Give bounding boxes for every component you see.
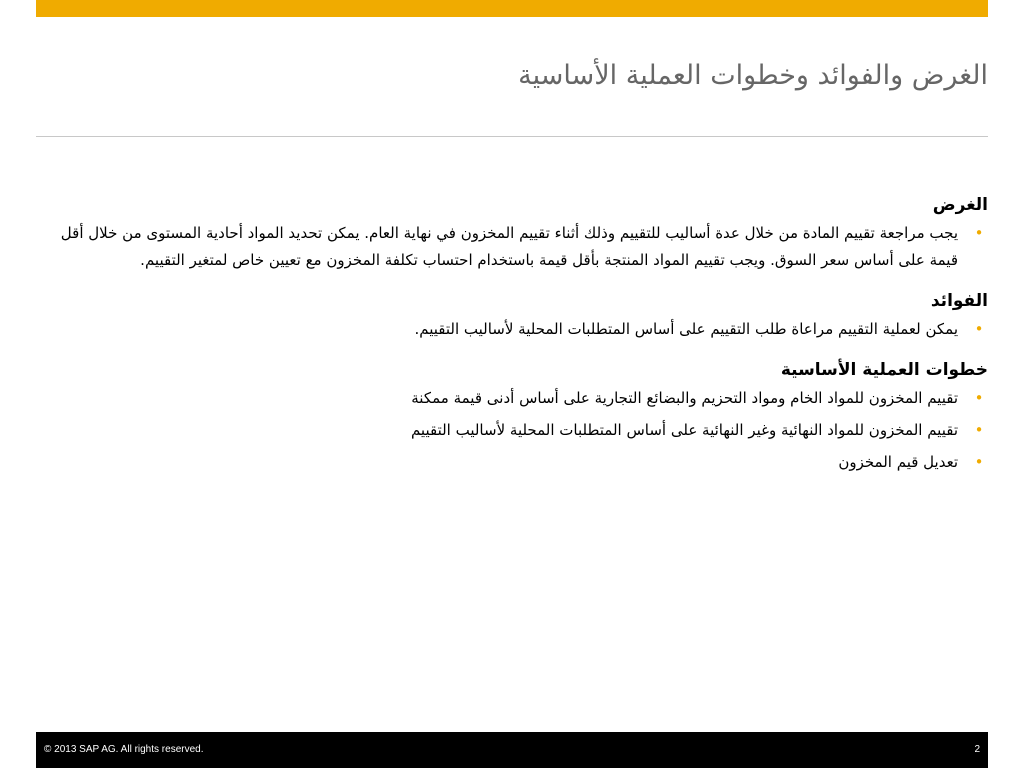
bullet-list-benefits xyxy=(48,316,988,343)
bullet-text: تقييم المخزون للمواد النهائية وغير النهائية على أساس المتطلبات المحلية لأساليب التقييم xyxy=(410,421,958,439)
bullet-list-purpose xyxy=(48,220,988,274)
bullet-icon: • xyxy=(974,320,984,338)
bullet-text: تقييم المخزون للمواد الخام ومواد التحزيم والبضائع التجارية على أساس أدنى قيمة ممكنة xyxy=(411,389,958,407)
bullet-icon: • xyxy=(974,453,984,471)
bullet-text: تعديل قيم المخزون xyxy=(838,453,958,471)
copyright-text: © 2013 SAP AG. All rights reserved. xyxy=(44,744,204,755)
list-item xyxy=(48,220,988,274)
slide-title: الغرض والفوائد وخطوات العملية الأساسية xyxy=(518,60,988,91)
list-item xyxy=(48,449,988,476)
list-item xyxy=(48,417,988,444)
bullet-icon: • xyxy=(974,389,984,407)
bullet-text: يجب مراجعة تقييم المادة من خلال عدة أساليب للتقييم وذلك أثناء تقييم المخزون في نهاية العام. يمكن تحديد المواد أحادية المستوى من خلال أقل قيمة على أساس سعر السوق. ويجب تقييم المواد المنتجة بأقل قيمة باستخدام احتساب تكلفة المخزون مع تعيين خاص لمتغير التقييم. xyxy=(60,224,958,269)
bullet-text: يمكن لعملية التقييم مراعاة طلب التقييم على أساس المتطلبات المحلية لأساليب التقييم. xyxy=(414,320,958,338)
list-item xyxy=(48,385,988,412)
footer-bar xyxy=(36,732,988,768)
bullet-list-process-steps xyxy=(48,385,988,476)
top-accent-bar xyxy=(36,0,988,17)
section-benefits xyxy=(48,288,988,343)
section-heading-purpose: الغرض xyxy=(932,195,988,215)
slide-content xyxy=(48,192,988,490)
list-item xyxy=(48,316,988,343)
section-process-steps xyxy=(48,357,988,476)
section-heading-benefits: الفوائد xyxy=(930,291,988,311)
bullet-icon: • xyxy=(974,421,984,439)
bullet-icon: • xyxy=(974,224,984,242)
title-divider xyxy=(36,136,988,137)
page-number: 2 xyxy=(974,744,980,755)
section-purpose xyxy=(48,192,988,274)
section-heading-process-steps: خطوات العملية الأساسية xyxy=(780,360,988,380)
